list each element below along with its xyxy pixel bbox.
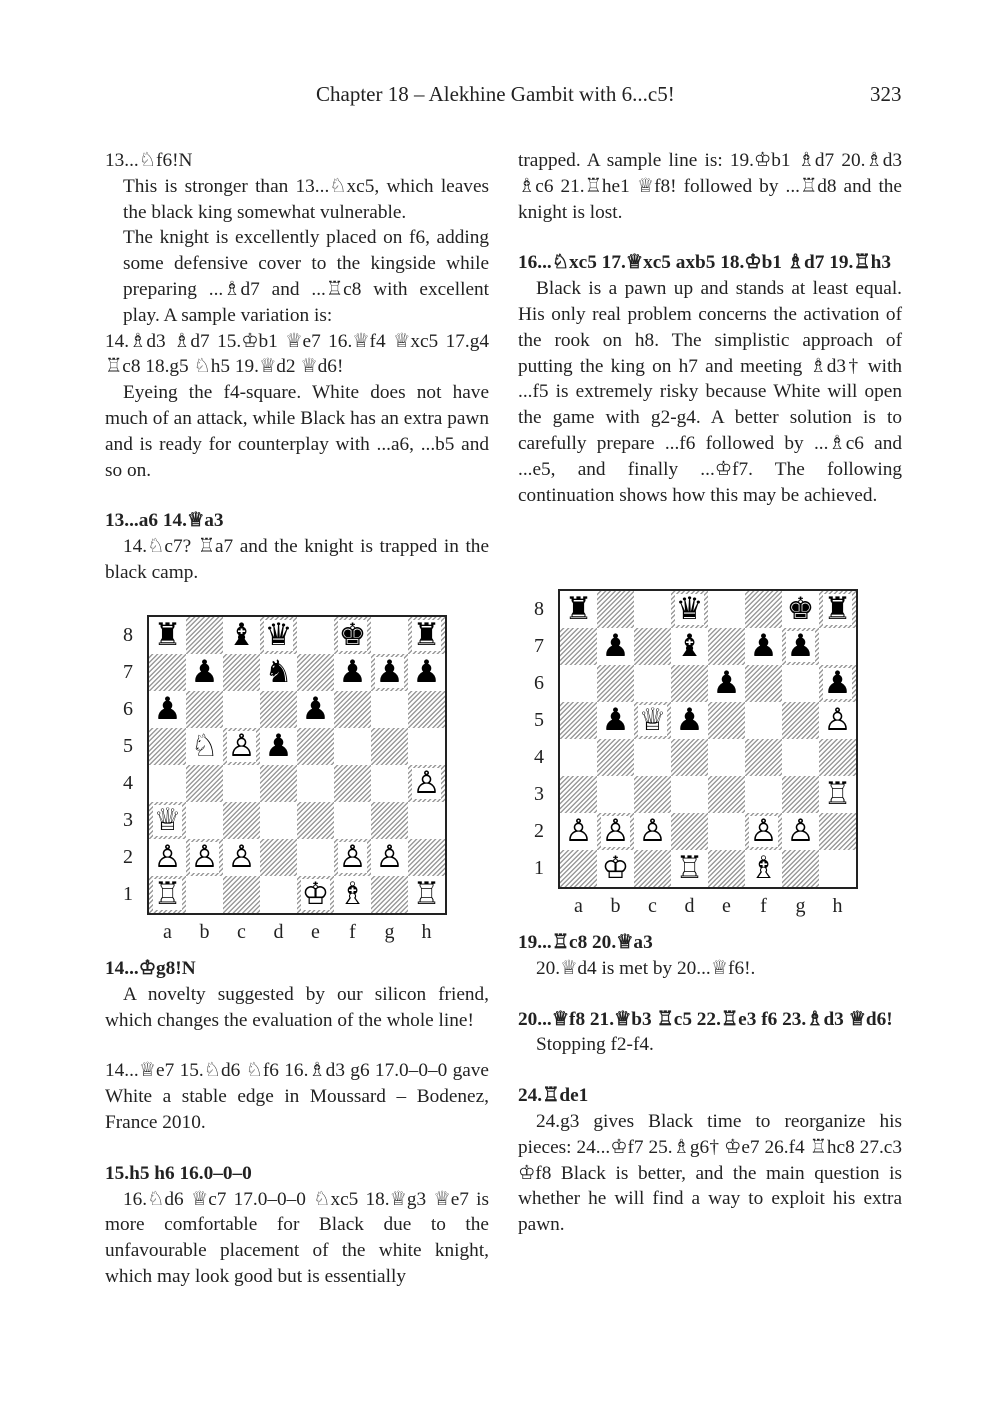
board-square (782, 739, 819, 776)
board-square (597, 739, 634, 776)
move-line: 13...♘f6!N (105, 150, 193, 171)
right-column-top (518, 148, 902, 508)
board-square (223, 765, 260, 802)
board-square (408, 617, 445, 654)
board-square (708, 813, 745, 850)
file-label: f (349, 921, 356, 943)
chess-piece-icon: ♜ (564, 591, 593, 627)
chess-diagram-2 (529, 586, 869, 926)
board-square (708, 739, 745, 776)
board-square (186, 839, 223, 876)
board-square (149, 617, 186, 654)
file-label: e (311, 921, 320, 943)
board-square (149, 728, 186, 765)
board-square (819, 739, 856, 776)
board-square (560, 776, 597, 813)
board-square (597, 591, 634, 628)
board-square (297, 617, 334, 654)
board-square (597, 813, 634, 850)
board-square (560, 628, 597, 665)
board-square (745, 665, 782, 702)
board-square (297, 839, 334, 876)
board-square (560, 665, 597, 702)
board-square (371, 728, 408, 765)
board-square (560, 739, 597, 776)
chess-piece-icon: ♖ (675, 850, 704, 886)
left-column-top (105, 148, 489, 586)
board-square (708, 591, 745, 628)
board-square (782, 591, 819, 628)
board-square (408, 839, 445, 876)
board-square (223, 802, 260, 839)
file-label: b (610, 895, 621, 917)
board-square (782, 850, 819, 887)
chess-piece-icon: ♙ (227, 728, 256, 764)
board-square (371, 802, 408, 839)
board-square (260, 802, 297, 839)
board-square (819, 628, 856, 665)
board-square (745, 628, 782, 665)
board-square (297, 802, 334, 839)
chess-piece-icon: ♗ (338, 876, 367, 912)
board-square (149, 691, 186, 728)
chess-piece-icon: ♗ (749, 850, 778, 886)
rank-label: 4 (534, 746, 544, 768)
board-square (560, 591, 597, 628)
board-square (297, 654, 334, 691)
rank-label: 2 (534, 820, 544, 842)
board-square (745, 739, 782, 776)
board-square (334, 802, 371, 839)
rank-label: 6 (123, 698, 133, 720)
file-label: h (421, 921, 432, 943)
board-square (819, 776, 856, 813)
board-square (186, 617, 223, 654)
chess-piece-icon: ♟ (301, 691, 330, 727)
chess-piece-icon: ♔ (301, 876, 330, 912)
board-square (297, 876, 334, 913)
file-label: g (384, 921, 395, 943)
chess-piece-icon: ♟ (412, 654, 441, 690)
paragraph: trapped. A sample line is: 19.♔b1 ♗d7 20.♗d3 ♗c6 21.♖he1 ♕f8! followed by ...♖d8 and the knight is lost. (518, 150, 902, 223)
chess-piece-icon: ♙ (338, 839, 367, 875)
board-square (745, 591, 782, 628)
paragraph: 24.g3 gives Black time to reorganize his pieces: 24...♔f7 25.♗g6† ♔e7 26.f4 ♖hc8 27.c3 ♔f8 Black is better, and the main question is whether he will find a way to exploit his extra pawn. (518, 1110, 902, 1236)
chess-piece-icon: ♟ (190, 654, 219, 690)
board-square (186, 691, 223, 728)
chess-piece-icon: ♜ (153, 617, 182, 653)
board-square (597, 665, 634, 702)
board-square (708, 628, 745, 665)
rank-label: 2 (123, 846, 133, 868)
chess-piece-icon: ♛ (264, 617, 293, 653)
file-label: a (574, 895, 583, 917)
board-square (671, 813, 708, 850)
file-label: b (199, 921, 210, 943)
board-square (408, 765, 445, 802)
board-square (634, 739, 671, 776)
move-heading: 15.h5 h6 16.0–0–0 (105, 1162, 252, 1184)
left-column-bottom (105, 956, 489, 1290)
board-square (260, 617, 297, 654)
rank-label: 7 (123, 661, 133, 683)
rank-label: 8 (534, 598, 544, 620)
board-square (745, 702, 782, 739)
rank-label: 1 (534, 857, 544, 879)
paragraph: This is stronger than 13...♘xc5, which leaves the black king somewhat vulnerable. (123, 175, 489, 223)
chess-piece-icon: ♟ (823, 665, 852, 701)
board-square (671, 702, 708, 739)
chess-piece-icon: ♕ (638, 702, 667, 738)
board-square (260, 839, 297, 876)
board-square (334, 617, 371, 654)
board-square (186, 802, 223, 839)
board-square (334, 839, 371, 876)
paragraph: Stopping f2-f4. (536, 1034, 654, 1056)
chess-piece-icon: ♟ (712, 665, 741, 701)
board-square (634, 776, 671, 813)
board-square (708, 850, 745, 887)
chess-piece-icon: ♟ (749, 628, 778, 664)
file-label: c (648, 895, 657, 917)
chapter-title: Chapter 18 – Alekhine Gambit with 6...c5! (316, 82, 675, 106)
chess-diagram-1 (118, 612, 458, 952)
paragraph: 14.♘c7? ♖a7 and the knight is trapped in the black camp. (105, 536, 489, 583)
file-label: d (273, 921, 284, 943)
rank-label: 4 (123, 772, 133, 794)
rank-label: 5 (534, 709, 544, 731)
board-square (149, 765, 186, 802)
board-square (708, 702, 745, 739)
board-square (634, 702, 671, 739)
chess-piece-icon: ♔ (601, 850, 630, 886)
board-square (371, 654, 408, 691)
board-square (560, 813, 597, 850)
board-square (334, 876, 371, 913)
paragraph: 14...♕e7 15.♘d6 ♘f6 16.♗d3 g6 17.0–0–0 gave White a stable edge in Moussard – Bodenez, France 2010. (105, 1060, 489, 1133)
move-heading: 13...a6 14.♕a3 (105, 510, 224, 532)
move-heading: 19...♖c8 20.♕a3 (518, 932, 653, 953)
board-square (408, 876, 445, 913)
chess-piece-icon: ♝ (227, 617, 256, 653)
board-square (371, 876, 408, 913)
board-square (782, 665, 819, 702)
board-square (597, 702, 634, 739)
chess-piece-icon: ♙ (190, 839, 219, 875)
rank-label: 7 (534, 635, 544, 657)
paragraph: 16.♘d6 ♕c7 17.0–0–0 ♘xc5 18.♕g3 ♕e7 is more comfortable for Black due to the unfavourable placement of the white knight, which may look good but is essentially (105, 1188, 489, 1287)
rank-label: 1 (123, 883, 133, 905)
chess-piece-icon: ♟ (375, 654, 404, 690)
board-square (671, 739, 708, 776)
rank-label: 6 (534, 672, 544, 694)
chess-board (558, 589, 858, 889)
variation-line: 14.♗d3 ♗d7 15.♔b1 ♕e7 16.♕f4 ♕xc5 17.g4 ♖c8 18.g5 ♘h5 19.♕d2 ♕d6! (105, 330, 489, 378)
board-square (186, 876, 223, 913)
chess-piece-icon: ♘ (190, 728, 219, 764)
board-square (297, 691, 334, 728)
chess-piece-icon: ♙ (412, 765, 441, 801)
paragraph: A novelty suggested by our silicon friend, which changes the evaluation of the whole line! (105, 983, 489, 1031)
board-square (597, 776, 634, 813)
board-square (408, 654, 445, 691)
board-square (334, 765, 371, 802)
board-square (260, 654, 297, 691)
board-square (408, 728, 445, 765)
board-square (819, 665, 856, 702)
chess-piece-icon: ♖ (823, 776, 852, 812)
file-label: d (684, 895, 695, 917)
board-square (634, 813, 671, 850)
board-square (334, 691, 371, 728)
board-square (782, 628, 819, 665)
rank-label: 5 (123, 735, 133, 757)
chess-piece-icon: ♛ (675, 591, 704, 627)
rank-label: 3 (534, 783, 544, 805)
board-square (371, 765, 408, 802)
chess-piece-icon: ♖ (412, 876, 441, 912)
chess-piece-icon: ♟ (675, 702, 704, 738)
file-label: c (237, 921, 246, 943)
board-square (186, 654, 223, 691)
board-square (260, 765, 297, 802)
board-square (819, 850, 856, 887)
board-square (371, 617, 408, 654)
board-square (408, 802, 445, 839)
file-label: h (832, 895, 843, 917)
chess-piece-icon: ♚ (786, 591, 815, 627)
board-square (782, 702, 819, 739)
board-square (260, 876, 297, 913)
paragraph: 20.♕d4 is met by 20...♕f6!. (536, 957, 756, 979)
chess-piece-icon: ♙ (823, 702, 852, 738)
board-square (708, 776, 745, 813)
paragraph: Eyeing the f4-square. White does not have much of an attack, while Black has an extra pawn and is ready for counterplay with ...a6, ...b5 and so on. (105, 382, 489, 481)
chess-piece-icon: ♕ (153, 802, 182, 838)
board-square (671, 850, 708, 887)
board-square (223, 654, 260, 691)
move-heading: 20...♕f8 21.♕b3 ♖c5 22.♖e3 f6 23.♗d3 ♕d6! (518, 1008, 893, 1030)
chess-piece-icon: ♙ (638, 813, 667, 849)
board-square (223, 617, 260, 654)
chess-piece-icon: ♟ (338, 654, 367, 690)
chess-piece-icon: ♟ (153, 691, 182, 727)
chess-piece-icon: ♙ (375, 839, 404, 875)
file-label: e (722, 895, 731, 917)
board-square (560, 850, 597, 887)
chess-piece-icon: ♟ (264, 728, 293, 764)
board-square (819, 813, 856, 850)
chess-piece-icon: ♟ (786, 628, 815, 664)
board-square (560, 702, 597, 739)
board-square (297, 765, 334, 802)
chess-piece-icon: ♟ (601, 628, 630, 664)
board-square (671, 591, 708, 628)
chess-piece-icon: ♞ (264, 654, 293, 690)
board-square (597, 850, 634, 887)
board-square (634, 850, 671, 887)
board-square (371, 839, 408, 876)
right-column-bottom (518, 930, 902, 1238)
board-square (371, 691, 408, 728)
file-label: g (795, 895, 806, 917)
chess-piece-icon: ♖ (153, 876, 182, 912)
board-square (597, 628, 634, 665)
board-square (186, 765, 223, 802)
board-square (671, 665, 708, 702)
chess-piece-icon: ♙ (564, 813, 593, 849)
board-square (149, 802, 186, 839)
chess-board (147, 615, 447, 915)
board-square (223, 728, 260, 765)
board-square (634, 628, 671, 665)
page-number: 323 (870, 82, 902, 106)
board-square (260, 728, 297, 765)
move-heading: 16...♘xc5 17.♕xc5 axb5 18.♔b1 ♗d7 19.♖h3 (518, 252, 891, 274)
board-square (819, 702, 856, 739)
board-square (186, 728, 223, 765)
board-square (745, 850, 782, 887)
file-label: f (760, 895, 767, 917)
board-square (671, 776, 708, 813)
board-square (782, 813, 819, 850)
board-square (634, 591, 671, 628)
chess-piece-icon: ♙ (749, 813, 778, 849)
board-square (334, 728, 371, 765)
chess-piece-icon: ♙ (153, 839, 182, 875)
board-square (782, 776, 819, 813)
board-square (745, 813, 782, 850)
chess-piece-icon: ♜ (412, 617, 441, 653)
chess-piece-icon: ♜ (823, 591, 852, 627)
board-square (634, 665, 671, 702)
paragraph: Black is a pawn up and stands at least equal. His only real problem concerns the activation of the rook on h8. The simplistic approach of putting the king on h7 and meeting ♗d3† with ...f5 is extremely risky because White will open the game with g2-g4. A better solution is to carefully prepare ...f6 followed by ...♗c6 and ...e5, and finally ...♔f7. The following continuation shows how this may be achieved. (518, 278, 902, 506)
board-square (819, 591, 856, 628)
board-square (223, 876, 260, 913)
board-square (223, 839, 260, 876)
board-square (149, 654, 186, 691)
board-square (223, 691, 260, 728)
chess-piece-icon: ♙ (786, 813, 815, 849)
board-square (297, 728, 334, 765)
board-square (334, 654, 371, 691)
board-square (671, 628, 708, 665)
chess-piece-icon: ♟ (601, 702, 630, 738)
chess-piece-icon: ♝ (675, 628, 704, 664)
chess-piece-icon: ♙ (601, 813, 630, 849)
board-square (149, 876, 186, 913)
board-square (408, 691, 445, 728)
chess-piece-icon: ♙ (227, 839, 256, 875)
file-label: a (163, 921, 172, 943)
move-heading: 24.♖de1 (518, 1085, 589, 1107)
rank-label: 3 (123, 809, 133, 831)
board-square (260, 691, 297, 728)
board-square (149, 839, 186, 876)
board-square (708, 665, 745, 702)
board-square (745, 776, 782, 813)
chess-piece-icon: ♚ (338, 617, 367, 653)
rank-label: 8 (123, 624, 133, 646)
paragraph: The knight is excellently placed on f6, adding some defensive cover to the kingside while preparing ...♗d7 and ...♖c8 with excellent play. A sample variation is: (123, 227, 489, 326)
move-heading: 14...♔g8!N (105, 958, 196, 979)
page-header (0, 82, 1000, 112)
